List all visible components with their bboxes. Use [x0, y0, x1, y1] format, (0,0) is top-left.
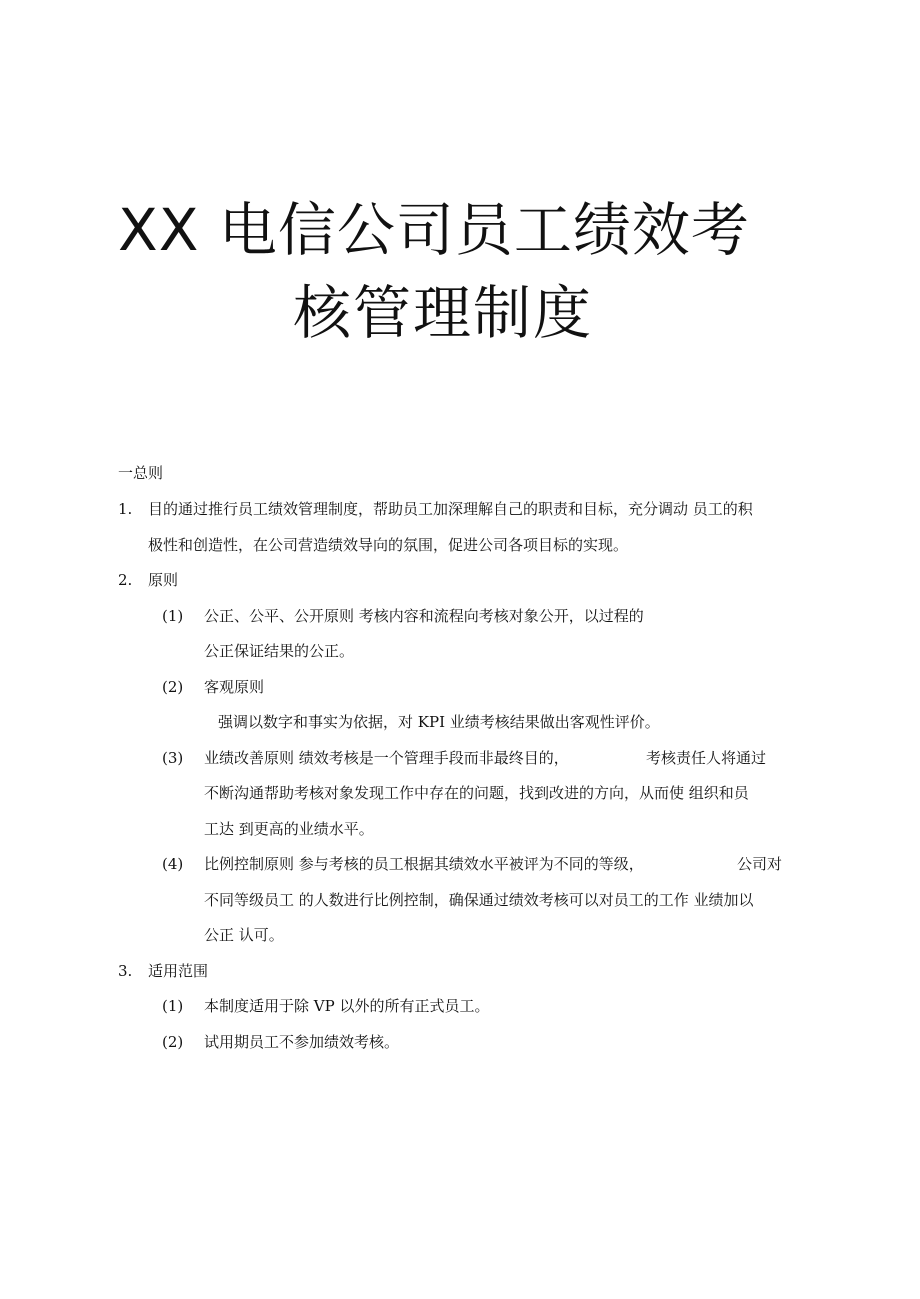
sub-item-number: (2)	[162, 678, 184, 696]
sub-item-text: 比例控制原则 参与考核的员工根据其绩效水平被评为不同的等级，	[204, 855, 644, 873]
sub-item-text: 试用期员工不参加绩效考核。	[204, 1033, 400, 1051]
sub-item-text-continuation: 公正保证结果的公正。	[204, 642, 355, 660]
section-heading: 一总则	[118, 464, 164, 482]
item-number: 3.	[118, 962, 133, 980]
item-text: 目的通过推行员工绩效管理制度，帮助员工加深理解自己的职责和目标，充分调动 员工的积	[148, 500, 753, 518]
sub-item-text: 本制度适用于除 VP 以外的所有正式员工。	[204, 997, 490, 1015]
item-number: 2.	[118, 571, 133, 589]
sub-item-text-continuation: 工达 到更高的业绩水平。	[204, 820, 374, 838]
item-text-continuation: 极性和创造性，在公司营造绩效导向的氛围，促进公司各项目标的实现。	[148, 536, 629, 554]
sub-item-text-continuation: 不断沟通帮助考核对象发现工作中存在的问题，找到改进的方向，从而使 组织和员	[204, 784, 749, 802]
sub-item-number: (1)	[162, 607, 184, 625]
sub-item-text-continuation: 不同等级员工 的人数进行比例控制，确保通过绩效考核可以对员工的工作 业绩加以	[204, 891, 754, 909]
sub-item-text-tail: 公司对	[737, 855, 783, 873]
document-title-line-2: 核管理制度	[293, 279, 594, 347]
sub-item-text-continuation: 强调以数字和事实为依据，对 KPI 业绩考核结果做出客观性评价。	[218, 713, 660, 731]
sub-item-text-continuation: 公正 认可。	[204, 926, 284, 944]
item-number: 1.	[118, 500, 133, 518]
item-label: 原则	[148, 571, 179, 589]
document-title-line-1: XX 电信公司员工绩效考	[118, 196, 750, 264]
sub-item-text: 公正、公平、公开原则 考核内容和流程向考核对象公开，以过程的	[204, 607, 644, 625]
sub-item-text-tail: 考核责任人将通过	[646, 749, 767, 767]
sub-item-number: (2)	[162, 1033, 184, 1051]
sub-item-number: (3)	[162, 749, 184, 767]
sub-item-text: 客观原则	[204, 678, 265, 696]
item-label: 适用范围	[148, 962, 209, 980]
sub-item-text: 业绩改善原则 绩效考核是一个管理手段而非最终目的，	[204, 749, 569, 767]
sub-item-number: (4)	[162, 855, 184, 873]
sub-item-number: (1)	[162, 997, 184, 1015]
